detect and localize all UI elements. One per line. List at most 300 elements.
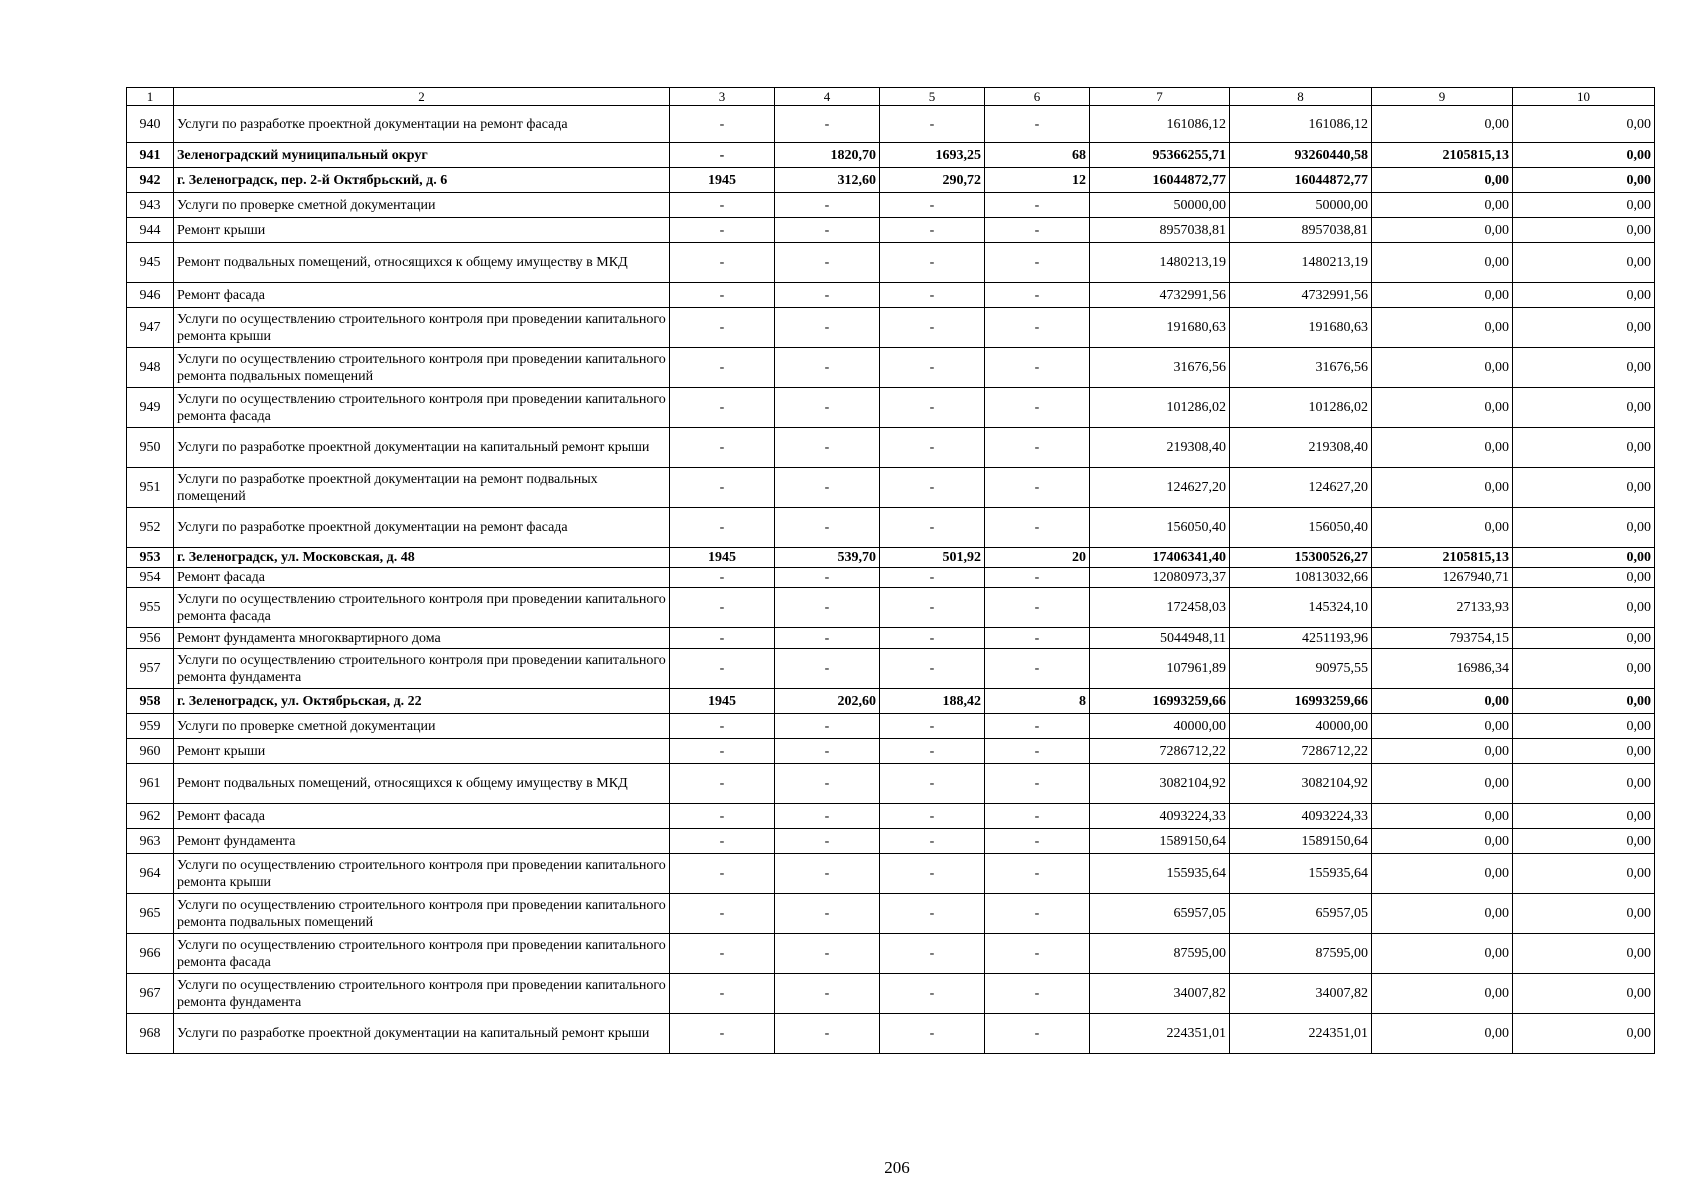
col8-amount-cell: 93260440,58 [1230,143,1372,168]
col6-cell: 8 [985,689,1090,714]
row-name-cell: Услуги по разработке проектной документации на ремонт фасада [174,106,670,143]
col9-amount-cell: 0,00 [1372,428,1513,468]
row-number-cell: 950 [127,428,174,468]
col9-amount-cell: 0,00 [1372,308,1513,348]
year-cell: - [670,934,775,974]
row-name-cell: Услуги по разработке проектной документации на ремонт фасада [174,508,670,548]
row-number-cell: 955 [127,588,174,628]
col6-cell: - [985,739,1090,764]
col9-amount-cell: 0,00 [1372,764,1513,804]
year-cell: - [670,628,775,649]
col9-amount-cell: 0,00 [1372,829,1513,854]
col4-cell: - [775,739,880,764]
col8-amount-cell: 4732991,56 [1230,283,1372,308]
col5-cell: - [880,283,985,308]
year-cell: - [670,649,775,689]
page-number: 206 [884,1158,910,1177]
row-number-cell: 956 [127,628,174,649]
row-number-cell: 941 [127,143,174,168]
row-name-cell: Ремонт крыши [174,218,670,243]
col5-cell: - [880,218,985,243]
table-row [127,243,1655,283]
col8-amount-cell: 90975,55 [1230,649,1372,689]
col10-amount-cell: 0,00 [1513,243,1655,283]
col6-cell: - [985,348,1090,388]
header-cell: 8 [1230,88,1372,106]
col5-cell: 188,42 [880,689,985,714]
table-row [127,689,1655,714]
col4-cell: 1820,70 [775,143,880,168]
row-number-cell: 959 [127,714,174,739]
col8-amount-cell: 3082104,92 [1230,764,1372,804]
col10-amount-cell: 0,00 [1513,388,1655,428]
col8-amount-cell: 124627,20 [1230,468,1372,508]
row-name-cell: Ремонт фасада [174,568,670,588]
row-number-cell: 967 [127,974,174,1014]
col6-cell: - [985,428,1090,468]
header-cell: 5 [880,88,985,106]
col9-amount-cell: 0,00 [1372,934,1513,974]
col5-cell: - [880,308,985,348]
table-row [127,428,1655,468]
table-row [127,548,1655,568]
col6-cell: - [985,829,1090,854]
col8-amount-cell: 145324,10 [1230,588,1372,628]
col6-cell: 20 [985,548,1090,568]
col8-amount-cell: 1589150,64 [1230,829,1372,854]
col7-amount-cell: 16993259,66 [1090,689,1230,714]
row-name-cell: г. Зеленоградск, ул. Московская, д. 48 [174,548,670,568]
col7-amount-cell: 1480213,19 [1090,243,1230,283]
col4-cell: 202,60 [775,689,880,714]
year-cell: - [670,308,775,348]
col9-amount-cell: 0,00 [1372,468,1513,508]
col4-cell: - [775,106,880,143]
col9-amount-cell: 16986,34 [1372,649,1513,689]
col6-cell: - [985,468,1090,508]
col9-amount-cell: 0,00 [1372,739,1513,764]
table-row [127,218,1655,243]
year-cell: 1945 [670,689,775,714]
col7-amount-cell: 4732991,56 [1090,283,1230,308]
row-name-cell: г. Зеленоградск, пер. 2-й Октябрьский, д. 6 [174,168,670,193]
year-cell: - [670,739,775,764]
col9-amount-cell: 2105815,13 [1372,548,1513,568]
col8-amount-cell: 16044872,77 [1230,168,1372,193]
year-cell: 1945 [670,548,775,568]
col7-amount-cell: 5044948,11 [1090,628,1230,649]
year-cell: - [670,974,775,1014]
col10-amount-cell: 0,00 [1513,548,1655,568]
year-cell: - [670,1014,775,1054]
table-row [127,388,1655,428]
col4-cell: - [775,193,880,218]
col7-amount-cell: 50000,00 [1090,193,1230,218]
col10-amount-cell: 0,00 [1513,854,1655,894]
col9-amount-cell: 0,00 [1372,974,1513,1014]
col4-cell: - [775,934,880,974]
row-number-cell: 949 [127,388,174,428]
row-number-cell: 960 [127,739,174,764]
col7-amount-cell: 4093224,33 [1090,804,1230,829]
col8-amount-cell: 156050,40 [1230,508,1372,548]
col10-amount-cell: 0,00 [1513,428,1655,468]
header-cell: 7 [1090,88,1230,106]
col7-amount-cell: 87595,00 [1090,934,1230,974]
table-row [127,106,1655,143]
row-name-cell: Ремонт фундамента [174,829,670,854]
col5-cell: - [880,934,985,974]
col9-amount-cell: 0,00 [1372,106,1513,143]
col8-amount-cell: 191680,63 [1230,308,1372,348]
row-number-cell: 946 [127,283,174,308]
col10-amount-cell: 0,00 [1513,106,1655,143]
row-number-cell: 947 [127,308,174,348]
row-number-cell: 963 [127,829,174,854]
col5-cell: - [880,739,985,764]
col8-amount-cell: 65957,05 [1230,894,1372,934]
col7-amount-cell: 16044872,77 [1090,168,1230,193]
col5-cell: - [880,829,985,854]
col5-cell: 501,92 [880,548,985,568]
year-cell: - [670,764,775,804]
row-name-cell: Услуги по осуществлению строительного контроля при проведении капитального ремонта подвальных помещений [174,894,670,934]
col8-amount-cell: 8957038,81 [1230,218,1372,243]
col8-amount-cell: 101286,02 [1230,388,1372,428]
row-name-cell: Услуги по разработке проектной документации на ремонт подвальных помещений [174,468,670,508]
col6-cell: - [985,649,1090,689]
row-number-cell: 944 [127,218,174,243]
row-number-cell: 968 [127,1014,174,1054]
col6-cell: - [985,568,1090,588]
col5-cell: - [880,388,985,428]
col10-amount-cell: 0,00 [1513,894,1655,934]
col5-cell: - [880,193,985,218]
col5-cell: - [880,106,985,143]
table-row [127,628,1655,649]
col6-cell: 68 [985,143,1090,168]
header-cell: 2 [174,88,670,106]
col6-cell: - [985,388,1090,428]
table-row [127,308,1655,348]
table-row [127,193,1655,218]
table-row [127,283,1655,308]
col9-amount-cell: 27133,93 [1372,588,1513,628]
col7-amount-cell: 1589150,64 [1090,829,1230,854]
col8-amount-cell: 10813032,66 [1230,568,1372,588]
col7-amount-cell: 8957038,81 [1090,218,1230,243]
table-row [127,348,1655,388]
col5-cell: - [880,568,985,588]
col10-amount-cell: 0,00 [1513,934,1655,974]
header-cell: 6 [985,88,1090,106]
row-name-cell: Услуги по проверке сметной документации [174,714,670,739]
col9-amount-cell: 0,00 [1372,283,1513,308]
col4-cell: - [775,764,880,804]
table-row [127,739,1655,764]
header-cell: 1 [127,88,174,106]
row-name-cell: Ремонт фасада [174,283,670,308]
col6-cell: - [985,308,1090,348]
col5-cell: 290,72 [880,168,985,193]
year-cell: - [670,218,775,243]
col4-cell: - [775,854,880,894]
col7-amount-cell: 12080973,37 [1090,568,1230,588]
col9-amount-cell: 0,00 [1372,1014,1513,1054]
col5-cell: - [880,508,985,548]
col5-cell: - [880,588,985,628]
col7-amount-cell: 161086,12 [1090,106,1230,143]
row-name-cell: Зеленоградский муниципальный округ [174,143,670,168]
col7-amount-cell: 156050,40 [1090,508,1230,548]
col6-cell: - [985,1014,1090,1054]
col4-cell: - [775,428,880,468]
col8-amount-cell: 50000,00 [1230,193,1372,218]
col4-cell: - [775,1014,880,1054]
col4-cell: - [775,283,880,308]
table-row [127,894,1655,934]
col8-amount-cell: 1480213,19 [1230,243,1372,283]
year-cell: - [670,243,775,283]
col4-cell: - [775,388,880,428]
col8-amount-cell: 15300526,27 [1230,548,1372,568]
col7-amount-cell: 124627,20 [1090,468,1230,508]
col7-amount-cell: 3082104,92 [1090,764,1230,804]
col8-amount-cell: 7286712,22 [1230,739,1372,764]
col6-cell: - [985,974,1090,1014]
col5-cell: - [880,428,985,468]
col10-amount-cell: 0,00 [1513,468,1655,508]
col6-cell: - [985,106,1090,143]
col10-amount-cell: 0,00 [1513,308,1655,348]
row-name-cell: Услуги по осуществлению строительного контроля при проведении капитального ремонта фасада [174,388,670,428]
col10-amount-cell: 0,00 [1513,764,1655,804]
col10-amount-cell: 0,00 [1513,283,1655,308]
col5-cell: - [880,468,985,508]
col10-amount-cell: 0,00 [1513,804,1655,829]
table-row [127,829,1655,854]
col6-cell: - [985,934,1090,974]
year-cell: - [670,193,775,218]
row-name-cell: Услуги по разработке проектной документации на капитальный ремонт крыши [174,1014,670,1054]
col6-cell: - [985,714,1090,739]
header-cell: 10 [1513,88,1655,106]
year-cell: - [670,283,775,308]
table-row [127,714,1655,739]
col9-amount-cell: 0,00 [1372,388,1513,428]
header-cell: 9 [1372,88,1513,106]
col9-amount-cell: 0,00 [1372,348,1513,388]
col4-cell: - [775,348,880,388]
col4-cell: - [775,568,880,588]
col10-amount-cell: 0,00 [1513,348,1655,388]
col4-cell: - [775,243,880,283]
col7-amount-cell: 172458,03 [1090,588,1230,628]
col7-amount-cell: 7286712,22 [1090,739,1230,764]
row-name-cell: Услуги по осуществлению строительного контроля при проведении капитального ремонта фундамента [174,974,670,1014]
col9-amount-cell: 0,00 [1372,193,1513,218]
col10-amount-cell: 0,00 [1513,628,1655,649]
table-body [127,88,1655,1054]
col10-amount-cell: 0,00 [1513,143,1655,168]
col10-amount-cell: 0,00 [1513,649,1655,689]
col10-amount-cell: 0,00 [1513,568,1655,588]
col5-cell: - [880,974,985,1014]
table-row [127,934,1655,974]
col6-cell: - [985,588,1090,628]
year-cell: - [670,829,775,854]
row-name-cell: Ремонт подвальных помещений, относящихся к общему имуществу в МКД [174,764,670,804]
col5-cell: - [880,1014,985,1054]
col7-amount-cell: 34007,82 [1090,974,1230,1014]
col4-cell: - [775,649,880,689]
col7-amount-cell: 224351,01 [1090,1014,1230,1054]
row-number-cell: 965 [127,894,174,934]
col9-amount-cell: 0,00 [1372,508,1513,548]
col6-cell: - [985,243,1090,283]
col9-amount-cell: 0,00 [1372,804,1513,829]
row-number-cell: 966 [127,934,174,974]
row-number-cell: 942 [127,168,174,193]
year-cell: - [670,388,775,428]
col9-amount-cell: 0,00 [1372,714,1513,739]
col5-cell: - [880,894,985,934]
repair-program-table [126,87,1655,1054]
col8-amount-cell: 4251193,96 [1230,628,1372,649]
row-name-cell: Ремонт крыши [174,739,670,764]
table-row [127,508,1655,548]
row-name-cell: Услуги по проверке сметной документации [174,193,670,218]
col8-amount-cell: 31676,56 [1230,348,1372,388]
col8-amount-cell: 161086,12 [1230,106,1372,143]
row-number-cell: 962 [127,804,174,829]
col5-cell: - [880,243,985,283]
row-number-cell: 952 [127,508,174,548]
year-cell: - [670,894,775,934]
header-cell: 3 [670,88,775,106]
col7-amount-cell: 219308,40 [1090,428,1230,468]
row-name-cell: Ремонт фасада [174,804,670,829]
col7-amount-cell: 101286,02 [1090,388,1230,428]
col6-cell: - [985,854,1090,894]
row-name-cell: Услуги по осуществлению строительного контроля при проведении капитального ремонта фасада [174,588,670,628]
year-cell: - [670,508,775,548]
row-number-cell: 954 [127,568,174,588]
year-cell: - [670,714,775,739]
table-row [127,1014,1655,1054]
year-cell: - [670,568,775,588]
row-name-cell: Услуги по осуществлению строительного контроля при проведении капитального ремонта фундамента [174,649,670,689]
col9-amount-cell: 1267940,71 [1372,568,1513,588]
row-number-cell: 943 [127,193,174,218]
col6-cell: - [985,764,1090,804]
row-name-cell: Услуги по осуществлению строительного контроля при проведении капитального ремонта крыши [174,308,670,348]
col7-amount-cell: 95366255,71 [1090,143,1230,168]
col9-amount-cell: 793754,15 [1372,628,1513,649]
col8-amount-cell: 87595,00 [1230,934,1372,974]
col10-amount-cell: 0,00 [1513,689,1655,714]
table-row [127,143,1655,168]
table-row [127,804,1655,829]
col7-amount-cell: 65957,05 [1090,894,1230,934]
col9-amount-cell: 2105815,13 [1372,143,1513,168]
col10-amount-cell: 0,00 [1513,1014,1655,1054]
col4-cell: - [775,218,880,243]
col8-amount-cell: 16993259,66 [1230,689,1372,714]
year-cell: - [670,348,775,388]
col5-cell: - [880,348,985,388]
col4-cell: - [775,974,880,1014]
col9-amount-cell: 0,00 [1372,218,1513,243]
row-number-cell: 951 [127,468,174,508]
year-cell: - [670,106,775,143]
table-row [127,854,1655,894]
col10-amount-cell: 0,00 [1513,218,1655,243]
col10-amount-cell: 0,00 [1513,193,1655,218]
col6-cell: - [985,804,1090,829]
col6-cell: - [985,283,1090,308]
col9-amount-cell: 0,00 [1372,894,1513,934]
row-number-cell: 945 [127,243,174,283]
col8-amount-cell: 34007,82 [1230,974,1372,1014]
col8-amount-cell: 40000,00 [1230,714,1372,739]
row-name-cell: Услуги по осуществлению строительного контроля при проведении капитального ремонта крыши [174,854,670,894]
year-cell: 1945 [670,168,775,193]
col8-amount-cell: 155935,64 [1230,854,1372,894]
col8-amount-cell: 4093224,33 [1230,804,1372,829]
col5-cell: - [880,649,985,689]
col4-cell: - [775,508,880,548]
year-cell: - [670,143,775,168]
col4-cell: - [775,714,880,739]
col6-cell: - [985,193,1090,218]
col5-cell: - [880,714,985,739]
year-cell: - [670,468,775,508]
col5-cell: - [880,628,985,649]
col10-amount-cell: 0,00 [1513,739,1655,764]
col4-cell: - [775,829,880,854]
col10-amount-cell: 0,00 [1513,714,1655,739]
col10-amount-cell: 0,00 [1513,974,1655,1014]
row-number-cell: 940 [127,106,174,143]
col9-amount-cell: 0,00 [1372,243,1513,283]
col5-cell: - [880,804,985,829]
col7-amount-cell: 40000,00 [1090,714,1230,739]
table-row [127,588,1655,628]
col4-cell: - [775,588,880,628]
col8-amount-cell: 219308,40 [1230,428,1372,468]
table-row [127,974,1655,1014]
col4-cell: - [775,628,880,649]
col10-amount-cell: 0,00 [1513,168,1655,193]
row-number-cell: 948 [127,348,174,388]
col5-cell: - [880,854,985,894]
col6-cell: - [985,628,1090,649]
row-number-cell: 958 [127,689,174,714]
row-number-cell: 964 [127,854,174,894]
col7-amount-cell: 31676,56 [1090,348,1230,388]
col6-cell: - [985,894,1090,934]
col4-cell: 312,60 [775,168,880,193]
row-number-cell: 957 [127,649,174,689]
col5-cell: - [880,764,985,804]
row-name-cell: Услуги по разработке проектной документации на капитальный ремонт крыши [174,428,670,468]
row-name-cell: Ремонт фундамента многоквартирного дома [174,628,670,649]
header-cell: 4 [775,88,880,106]
table-row [127,649,1655,689]
col4-cell: - [775,308,880,348]
col6-cell: - [985,218,1090,243]
